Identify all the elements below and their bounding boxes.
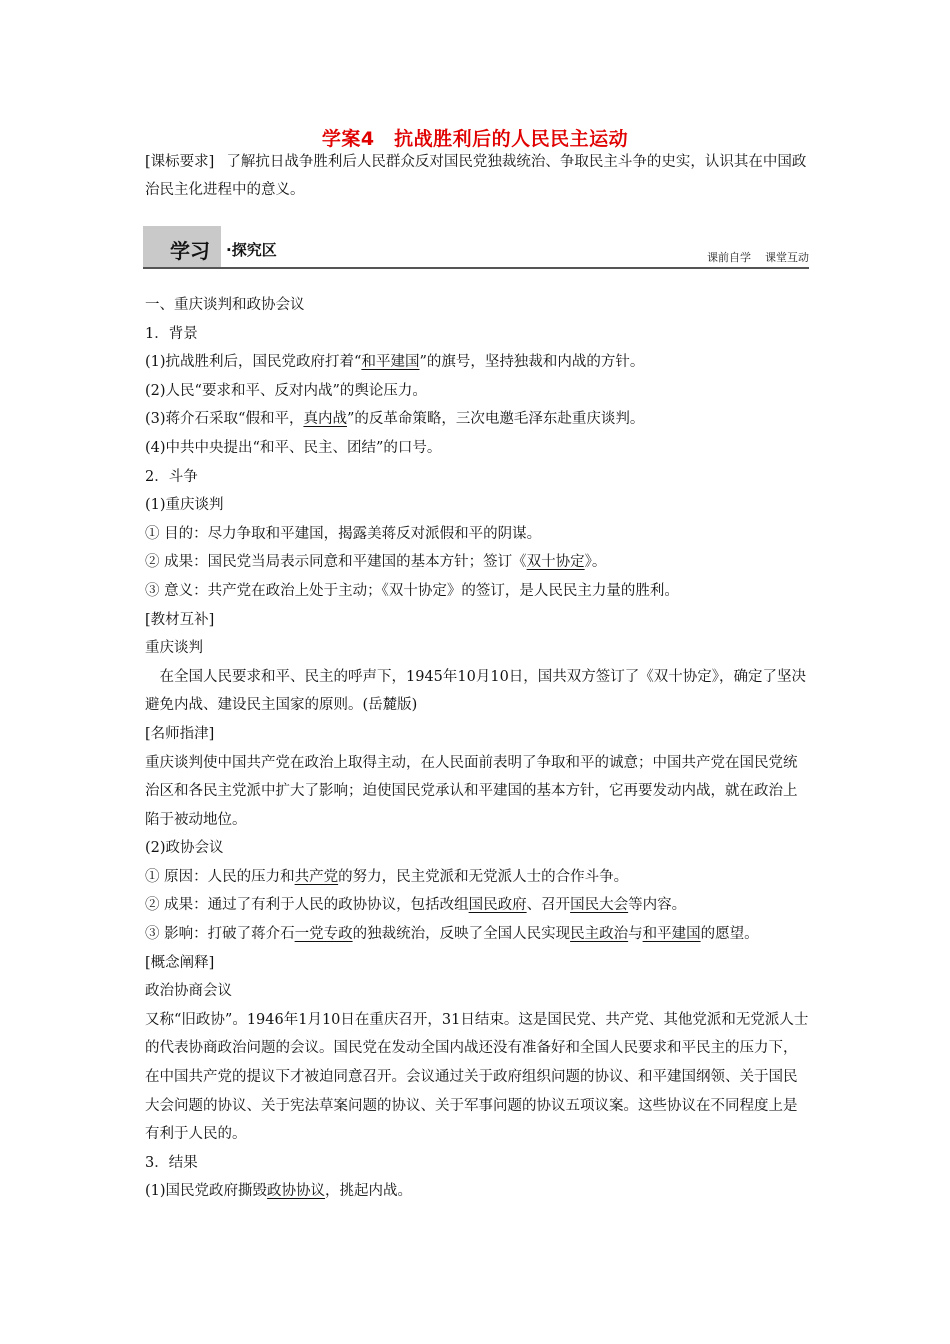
background-item-4: (4)中共中央提出“和平、民主、团结”的口号。 (145, 439, 442, 456)
main-content (145, 291, 809, 1206)
concept-text: 又称“旧政协”。1946年1月10日在重庆召开，31日结束。这是国民党、共产党、其他党派和无党派人士的代表协商政治问题的会议。国民党在发动全国内战还没有准备好和全国人民要求和平民主的压力下，在中国共产党的提议下才被迫同意召开。会议通过关于政府组织问题的协议、和平建国纲领、关于国民大会问题的协议、关于宪法草案问题的协议、关于军事问题的协议五项议案。这些协议在不同程度上是有利于人民的。 (145, 1011, 809, 1143)
banner-title: 学习 (170, 239, 210, 263)
supplement-tag: [教材互补] (145, 611, 215, 628)
banner-label-self-study: 课前自学 (707, 251, 751, 264)
pcc-impact: ③ 影响：打破了蒋介石一党专政的独裁统治，反映了全国人民实现民主政治与和平建国的愿望。 (145, 926, 759, 943)
concept-title: 政治协商会议 (145, 983, 232, 1000)
chongqing-goal: ① 目的：尽力争取和平建国，揭露美蒋反对派假和平的阴谋。 (145, 525, 542, 542)
background-item-1: (1)抗战胜利后，国民党政府打着“和平建国”的旗号，坚持独裁和内战的方针。 (145, 354, 645, 371)
tip-text: 重庆谈判使中国共产党在政治上取得主动，在人民面前表明了争取和平的诚意；中国共产党在国民党统治区和各民主党派中扩大了影响；迫使国民党承认和平建国的基本方针，它再要发动内战，就在政治上陷于被动地位。 (145, 754, 798, 828)
page-title: 学案4 抗战胜利后的人民民主运动 (321, 128, 629, 150)
requirement-tag: [课标要求] (145, 154, 215, 170)
chongqing-significance: ③ 意义：共产党在政治上处于主动；《双十协定》的签订，是人民民主力量的胜利。 (145, 582, 679, 599)
concept-tag: [概念阐释] (145, 954, 215, 971)
pcc-cause: ① 原因：人民的压力和共产党的努力，民主党派和无党派人士的合作斗争。 (145, 868, 629, 885)
subheading-struggle: 2．斗争 (145, 468, 198, 485)
banner-right-labels (707, 249, 809, 265)
banner-rule (143, 267, 809, 269)
chongqing-heading: (1)重庆谈判 (145, 497, 224, 514)
banner-subtitle: ·探究区 (226, 241, 277, 259)
pcc-heading: (2)政协会议 (145, 840, 224, 857)
pcc-result: ② 成果：通过了有利于人民的政协协议，包括改组国民政府、召开国民大会等内容。 (145, 897, 687, 914)
supplement-title: 重庆谈判 (145, 640, 203, 657)
result-item-1: (1)国民党政府撕毁政协协议，挑起内战。 (145, 1183, 413, 1200)
supplement-text: 在全国人民要求和平、民主的呼声下，1945年10月10日，国共双方签订了《双十协定》，确定了坚决避免内战、建设民主国家的原则。(岳麓版) (145, 668, 807, 714)
section-heading: 一、重庆谈判和政协会议 (145, 297, 305, 313)
background-item-3: (3)蒋介石采取“假和平，真内战”的反革命策略，三次电邀毛泽东赴重庆谈判。 (145, 411, 645, 428)
chongqing-result: ② 成果：国民党当局表示同意和平建国的基本方针；签订《双十协定》。 (145, 554, 607, 571)
tip-tag: [名师指津] (145, 725, 215, 742)
subheading-background: 1．背景 (145, 325, 198, 342)
course-requirement (145, 148, 809, 204)
banner-label-interaction: 课堂互动 (765, 251, 809, 264)
background-item-2: (2)人民“要求和平、反对内战”的舆论压力。 (145, 382, 427, 399)
requirement-text: 了解抗日战争胜利后人民群众反对国民党独裁统治、争取民主斗争的史实，认识其在中国政治民主化进程中的意义。 (145, 154, 807, 198)
section-banner (143, 226, 809, 268)
subheading-result: 3．结果 (145, 1154, 198, 1171)
